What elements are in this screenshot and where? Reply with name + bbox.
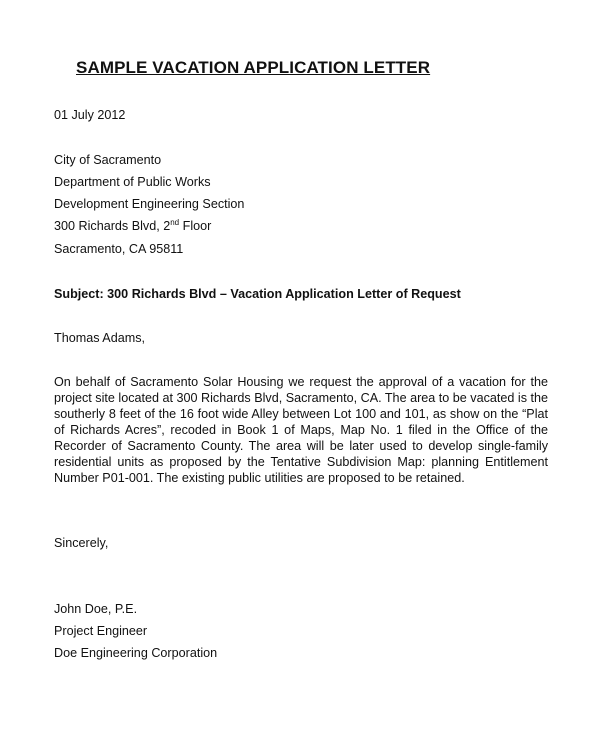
letter-body: On behalf of Sacramento Solar Housing we request the approval of a vacation for the project site located at 300 Richards Blvd, Sacramento, CA. The area to be vacated is the southerly 8 feet of the 16 foot wide Alley between Lot 100 and 101, as show on the “Plat of Richards Acres”, recoded in Book 1 of Maps, Map No. 1 filed in the Office of the Recorder of Sacramento County. The area will be later used to develop single-family residential units as proposed by the Tentative Subdivision Map: planning Entitlement Number P01-001. The existing public utilities are proposed to be retained. [54, 375, 548, 485]
signature-position: Project Engineer [54, 624, 148, 638]
recipient-city: City of Sacramento [54, 153, 162, 167]
letter-salutation: Thomas Adams, [54, 331, 145, 345]
address-suffix: Floor [179, 219, 212, 233]
recipient-city-state-zip: Sacramento, CA 95811 [54, 242, 184, 256]
letter-subject: Subject: 300 Richards Blvd – Vacation Application Letter of Request [54, 287, 461, 301]
signature-company: Doe Engineering Corporation [54, 646, 218, 660]
letter-title: SAMPLE VACATION APPLICATION LETTER [76, 58, 431, 77]
letter-date: 01 July 2012 [54, 108, 126, 122]
recipient-section: Development Engineering Section [54, 197, 245, 211]
address-prefix: 300 Richards Blvd, 2 [54, 219, 171, 233]
signature-name: John Doe, P.E. [54, 602, 138, 616]
letter-closing: Sincerely, [54, 536, 109, 550]
recipient-department: Department of Public Works [54, 175, 211, 189]
address-ordinal: nd [170, 217, 180, 227]
recipient-address [54, 219, 211, 233]
